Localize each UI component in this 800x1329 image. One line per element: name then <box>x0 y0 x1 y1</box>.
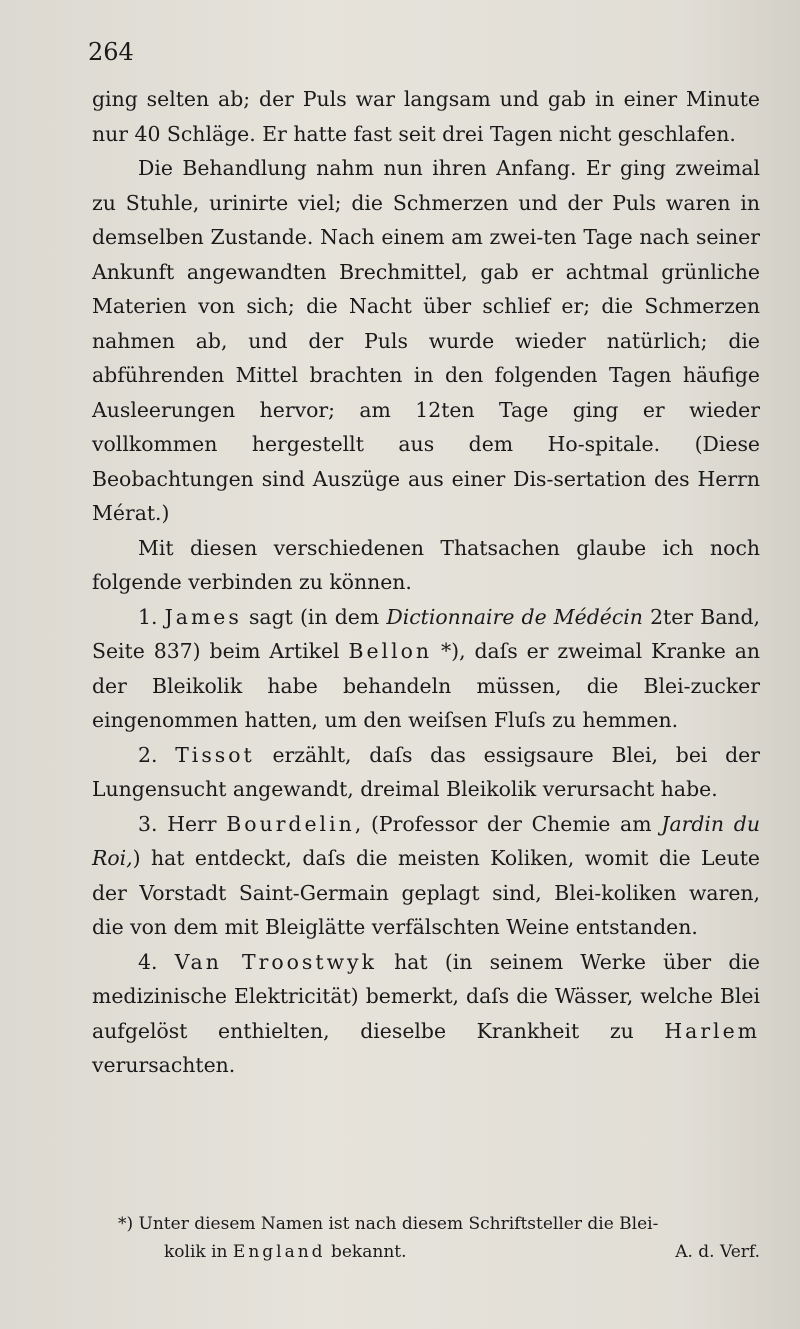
place-name: Harlem <box>664 1018 760 1043</box>
item-text: *), daſs er zweimal Kranke an der Bleikolik habe behandeln müssen, die Blei-zucker eingenommen hatten, um den weiſsen Fluſs zu hemmen. <box>92 639 760 732</box>
footnote-line-1: *) Unter diesem Namen ist nach diesem Schriftsteller die Blei- <box>118 1214 659 1234</box>
item-number: 3. <box>138 811 158 836</box>
list-item-4 <box>92 945 760 1083</box>
footnote-text-b: bekannt. <box>330 1242 407 1262</box>
item-number: 4. <box>138 949 158 974</box>
footnote-line-2 <box>118 1238 760 1266</box>
item-number: 2. <box>138 742 158 767</box>
list-item-1 <box>92 600 760 738</box>
work-title: Dictionnaire de Médécin <box>386 604 643 629</box>
author-name: James <box>164 604 242 629</box>
footnote-signature: A. d. Verf. <box>675 1242 760 1262</box>
author-name: Van Troostwyk <box>174 949 377 974</box>
paragraph-continuation: ging selten ab; der Puls war langsam und gab in einer Minute nur 40 Schläge. Er hatte fast seit drei Tagen nicht geschlafen. <box>92 87 760 146</box>
author-name: Bourdelin <box>226 811 355 836</box>
footnote-text-a: kolik in <box>164 1242 228 1262</box>
article-name: Bellon <box>348 639 433 663</box>
author-name: Tissot <box>175 742 255 767</box>
item-text: hat (in seinem Werke über die medizinische Elektricität) bemerkt, daſs die Wässer, welche Blei aufgelöst enthielten, dieselbe Krankheit zu <box>92 949 761 1043</box>
body-text <box>92 82 760 1083</box>
item-text: 2ter Band, Seite 837) beim Artikel <box>92 604 761 663</box>
item-text: , (Professor der Chemie am <box>354 811 662 836</box>
paragraph-intro: Mit diesen verschiedenen Thatsachen glaube ich noch folgende verbinden zu können. <box>92 535 760 594</box>
item-text: Herr <box>157 811 227 836</box>
page-number: 264 <box>88 38 134 66</box>
item-text: sagt (in dem <box>241 604 387 629</box>
item-text: ) hat entdeckt, daſs die meisten Koliken, womit die Leute der Vorstadt Saint-Germain geplagt sind, Blei-koliken waren, die von dem mit Bleiglätte verfälschten Weine entstanden. <box>92 846 760 939</box>
item-number: 1. <box>138 604 158 629</box>
item-text: verursachten. <box>92 1053 236 1077</box>
work-title: Jardin du Roi, <box>92 811 760 870</box>
paragraph-treatment: Die Behandlung nahm nun ihren Anfang. Er ging zweimal zu Stuhle, urinirte viel; die Schmerzen und der Puls waren in demselben Zustande. Nach einem am zwei-ten Tage nach seiner Ankunft angewandten Brechmittel, gab er achtmal grünliche Materien von sich; die Nacht über schlief er; die Schmerzen nahmen ab, und der Puls wurde wieder natürlich; die abführenden Mittel brachten in den folgenden Tagen häufige Ausleerungen hervor; am 12ten Tage ging er wieder vollkommen hergestellt aus dem Ho-spitale. (Diese Beobachtungen sind Auszüge aus einer Dis-sertation des Herrn Mérat.) <box>92 156 760 525</box>
footnote <box>118 1210 760 1266</box>
list-item-2 <box>92 738 760 807</box>
list-item-3 <box>92 807 760 945</box>
item-text: erzählt, daſs das essigsaure Blei, bei der Lungensucht angewandt, dreimal Bleikolik verursacht habe. <box>92 742 761 801</box>
footnote-place: England <box>232 1242 326 1262</box>
footnote-text <box>164 1238 407 1266</box>
